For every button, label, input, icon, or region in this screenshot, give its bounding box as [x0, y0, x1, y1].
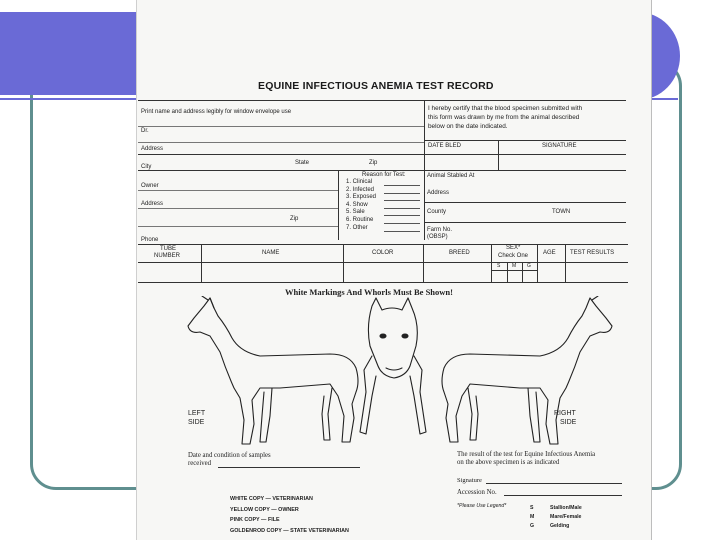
- owner-zip-label: Zip: [290, 216, 299, 222]
- rule: [498, 140, 499, 170]
- results-header: TEST RESULTS: [570, 250, 615, 256]
- rule: [138, 208, 338, 209]
- result-statement-2: on the above specimen is as indicated: [457, 459, 560, 466]
- reason-item: 2. Infected: [346, 186, 375, 193]
- reason-blank: [384, 223, 420, 224]
- breed-header: BREED: [449, 250, 470, 256]
- reason-item: 1. Clinical: [346, 179, 373, 185]
- certification-line-3: below on the date indicated.: [428, 123, 508, 130]
- rule: [138, 170, 626, 171]
- rule: [522, 262, 523, 282]
- farm-no-label: Farm No.: [427, 227, 453, 233]
- left-side-label-2: SIDE: [188, 419, 205, 426]
- animal-stabled-label: Animal Stabled At: [427, 173, 475, 179]
- rule: [138, 154, 626, 155]
- owner-address-label: Address: [141, 201, 164, 207]
- tube-header-2: NUMBER: [154, 253, 181, 259]
- town-label: TOWN: [552, 209, 571, 215]
- reason-item: 7. Other: [346, 224, 368, 231]
- reason-blank: [384, 208, 420, 209]
- horse-diagram: [180, 296, 620, 446]
- accession-line: [504, 495, 622, 496]
- signature2-label: Signature: [457, 477, 482, 484]
- samples-label: Date and condition of samples: [188, 452, 271, 459]
- reason-blank: [384, 185, 420, 186]
- tube-header: TUBE: [160, 246, 177, 252]
- state-label: State: [295, 160, 310, 166]
- legend-title: *Please Use Legend*: [457, 503, 507, 509]
- reason-title: Reason for Test:: [362, 172, 406, 178]
- right-side-label: RIGHT: [554, 410, 576, 417]
- legend-code: S: [530, 505, 534, 511]
- stable-address-label: Address: [427, 190, 450, 196]
- signature-label: SIGNATURE: [542, 143, 577, 149]
- reason-blank: [384, 193, 420, 194]
- accession-label: Accession No.: [457, 489, 497, 496]
- copy-item: PINK COPY — FILE: [230, 517, 280, 523]
- rule: [537, 244, 538, 282]
- color-header: COLOR: [372, 250, 394, 256]
- rule: [424, 140, 626, 141]
- reason-item: 3. Exposed: [346, 194, 377, 201]
- sex-header: SEX*: [506, 245, 521, 251]
- sex-option-g: G: [527, 263, 531, 269]
- legend-meaning: Mare/Female: [550, 514, 582, 520]
- address-label: Address: [141, 146, 164, 152]
- legend-code: M: [530, 514, 535, 520]
- left-horse-outline: [188, 298, 358, 444]
- reason-item: 5. Sale: [346, 209, 365, 216]
- rule: [338, 170, 339, 240]
- date-bled-label: DATE BLED: [428, 143, 461, 149]
- left-side-label: LEFT: [188, 410, 206, 417]
- county-label: County: [427, 209, 447, 215]
- rule: [424, 222, 626, 223]
- accent-line-left: [0, 98, 136, 100]
- rule: [424, 202, 626, 203]
- reason-blank: [384, 200, 420, 201]
- legend-code: G: [530, 523, 535, 529]
- copy-item: GOLDENROD COPY — STATE VETERINARIAN: [230, 527, 349, 534]
- rule: [507, 262, 508, 282]
- rule: [201, 244, 202, 282]
- samples-label-2: received: [188, 460, 212, 467]
- rule: [138, 262, 628, 263]
- certification-line-2: this form was drawn by me from the animal described: [428, 114, 580, 121]
- right-side-label-2: SIDE: [560, 419, 577, 426]
- legend-meaning: Gelding: [550, 523, 570, 529]
- zip-label: Zip: [369, 160, 378, 166]
- copy-item: WHITE COPY — VETERINARIAN: [230, 496, 313, 502]
- rule: [138, 190, 338, 191]
- rule: [491, 270, 537, 271]
- rule: [138, 226, 338, 227]
- city-label: City: [141, 164, 152, 170]
- result-statement: The result of the test for Equine Infectious Anemia: [457, 451, 596, 458]
- rule: [138, 282, 628, 283]
- farm-no-sub-label: (OBSP): [427, 234, 448, 240]
- print-instruction: Print name and address legibly for window envelope use: [141, 109, 292, 115]
- certification-line-1: I hereby certify that the blood specimen submitted with: [428, 105, 583, 112]
- rule: [565, 244, 566, 282]
- reason-item: 4. Show: [346, 201, 368, 208]
- markings-heading: White Markings And Whorls Must Be Shown!: [285, 287, 453, 297]
- name-header: NAME: [262, 250, 280, 256]
- sex-check-label: Check One: [498, 253, 529, 259]
- rule: [138, 100, 626, 101]
- sex-option-m: M: [512, 263, 517, 269]
- rule: [423, 244, 424, 282]
- reason-item: 6. Routine: [346, 217, 374, 223]
- rule: [138, 142, 424, 143]
- signature2-line: [486, 483, 622, 484]
- form-title: EQUINE INFECTIOUS ANEMIA TEST RECORD: [258, 80, 494, 92]
- samples-line: [218, 467, 360, 468]
- phone-label: Phone: [141, 237, 159, 243]
- accent-line-right: [650, 98, 678, 100]
- owner-label: Owner: [141, 183, 159, 189]
- legend-meaning: Stallion/Male: [550, 505, 582, 511]
- dr-label: Dr.: [141, 128, 149, 134]
- right-horse-outline: [442, 298, 612, 444]
- accent-rectangle: [0, 12, 136, 95]
- age-header: AGE: [543, 250, 556, 256]
- copy-item: YELLOW COPY — OWNER: [230, 506, 299, 513]
- reason-blank: [384, 215, 420, 216]
- sex-option-s: S: [497, 263, 501, 269]
- front-head-outline: [368, 298, 417, 378]
- rule: [138, 126, 424, 127]
- rule: [343, 244, 344, 282]
- reason-blank: [384, 231, 420, 232]
- rule: [491, 244, 492, 282]
- rule: [138, 244, 628, 245]
